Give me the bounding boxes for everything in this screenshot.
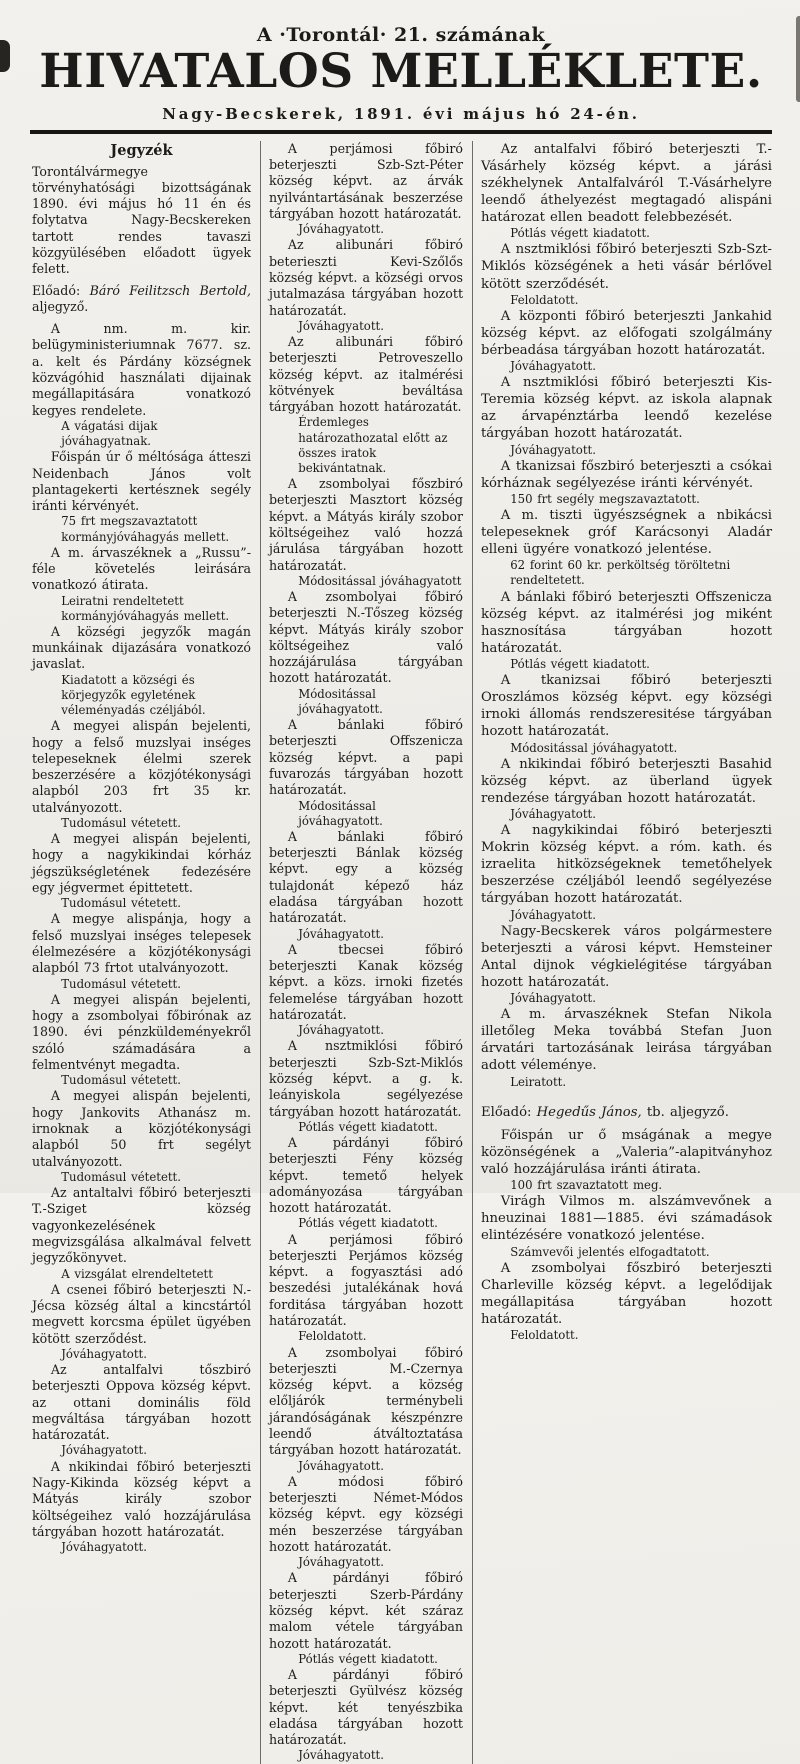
resolution-note: Pótlás végett kiadatott. [298,1216,438,1231]
resolution-note: Jóváhagyatott. [298,1748,384,1763]
resolution-note: Kiadatott a községi és körjegyzők egyletének véleményadás czéljából. [61,672,206,718]
resolution-note: 100 frt szavaztatott meg. [510,1178,663,1193]
presenter-text: aljegyző. [32,298,89,314]
column-right [472,141,772,1764]
entry-paragraph: A nagykikindai főbiró beterjeszti Mokrin község képvt. a róm. kath. és izraelita hitközségeknek temetőhelyek beszerzése czéljából leendő segélyezése tárgyában hozott határozatát. [481,823,772,907]
entry-paragraph: A zsombolyai főszbiró beterjeszti Masztort község képvt. a Mátyás király szobor költségeihez való hozzá járulása tárgyában hozott határozatát. [269,476,463,573]
resolution-note: Pótlás végett kiadatott. [510,656,650,671]
entry-paragraph: A párdányi főbiró beterjeszti Szerb-Párdány község képvt. két száraz malom vétele tárgyában hozott határozatát. [269,1570,463,1651]
resolution-note: Pótlás végett kiadatott. [298,1651,438,1666]
entry-paragraph: A nm. m. kir. belügyministeriumnak 7677. sz. a. kelt és Párdány községnek közvágóhid használati dijainak megállapitására vonatkozó kegyes rendelete. [32,321,251,418]
entry-paragraph: A perjámosi főbiró beterjeszti Perjámos község képvt. a fogyasztási adó beszedési jutalékának hová forditása tárgyában hozott határozatát. [269,1231,463,1329]
presenter-line [481,1104,772,1121]
resolution-note: Feloldatott. [510,292,579,307]
resolution-note: 62 forint 60 kr. perköltség töröltetni rendeltetett. [510,558,731,588]
resolution-note: Leiratott. [510,1074,567,1089]
entry-paragraph: A tkanizsai főszbiró beterjeszti a csókai kórháznak segélyezése iránti kérvényét. [481,458,772,491]
resolution-note: Jóváhagyatott. [298,1023,384,1038]
entry-paragraph: A bánlaki főbiró beterjeszti Bánlak község képvt. egy a község tulajdonát képező ház eladása tárgyában hozott határozatát. [269,828,463,926]
resolution-note: Jóváhagyatott. [510,806,596,821]
series-line: A ·Torontál· 21. számának [256,24,546,46]
dateline: Nagy-Becskerek, 1891. évi május hó 24-én. [162,104,640,123]
entry-paragraph: A párdányi főbiró beterjeszti Gyülvész község képvt. két tenyészbika eladása tárgyában hozott határozatát. [269,1666,463,1748]
entry-paragraph: A m. tiszti ügyészségnek a nbikácsi telepeseknek gróf Karácsonyi Aladár elleni ügyére vonatkozó jelentése. [481,508,772,558]
resolution-note: 75 frt megszavaztatott kormányjóváhagyás mellett. [61,514,230,544]
resolution-note: Módositással jóváhagyatott. [298,686,383,716]
resolution-note: Jóváhagyatott. [510,442,596,457]
entry-paragraph: A m. árvaszéknek a „Russu”-féle követelés leirására vonatkozó átirata. [32,544,251,593]
resolution-note: Jóváhagyatott. [510,907,596,922]
entry-paragraph: A zsombolyai főbiró beterjeszti N.-Tőszeg község képvt. Mátyás király szobor költségeihez való hozzájárulása tárgyában hozott határozatát. [269,588,463,686]
resolution-note: Jóváhagyatott. [61,1443,147,1458]
entry-paragraph: A nsztmiklósi főbiró beterjeszti Szb-Szt-Miklós községének a heti vásár bérlővel kötött szerződését. [481,242,772,292]
column-left [30,141,260,1764]
presenter-text: Előadó: [32,282,90,298]
column-middle [260,141,472,1764]
entry-paragraph: Az alibunári főbiró beterieszti Kevi-Szőlős község képvt. a községi orvos jutalmazása tárgyában hozott határozatát. [269,237,463,318]
masthead-rule [30,130,772,134]
entry-paragraph: A csenei főbiró beterjeszti N.-Jécsa község által a kincstártól megvett korcsma épület ügyében kötött szerződést. [32,1281,251,1346]
resolution-note: Jóváhagyatott. [61,1540,147,1555]
entry-paragraph: A párdányi főbiró beterjeszti Fény község képvt. temető helyek adományozása tárgyában hozott határozatát. [269,1134,463,1216]
entry-paragraph: A perjámosi főbiró beterjeszti Szb-Szt-Péter község képvt. az árvák nyilvántartásának beszerzése tárgyában hozott határozatát. [269,140,463,221]
entry-paragraph: A bánlaki főbiró beterjeszti Offszenicza község képvt. a papi fuvarozás tárgyában hozott határozatát. [269,717,463,798]
resolution-note: Feloldatott. [298,1329,367,1344]
presenter-name: Hegedűs János, [536,1104,642,1120]
article-columns [30,141,772,1764]
resolution-note: Számvevői jelentés elfogadtatott. [510,1244,710,1259]
entry-paragraph: A m. árvaszéknek Stefan Nikola illetőleg Meka továbbá Stefan Juon árvatári tartozásának leirása tárgyában adott véleménye. [481,1007,772,1074]
page-title: HIVATALOS MELLÉKLETE. [39,44,763,99]
resolution-note: Jóváhagyatott. [298,1458,384,1473]
scan-artifact [0,40,10,72]
entry-paragraph: A nsztmiklósi főbiró beterjeszti Szb-Szt-Miklós község képvt. a g. k. leányiskola segélyezése tárgyában hozott határozatát. [269,1038,463,1119]
entry-paragraph: A nkikindai főbiró beterjeszti Nagy-Kikinda község képvt a Mátyás király szobor költségeihez való hozzájárulása tárgyában hozott határozatát. [32,1458,251,1539]
presenter-text: Előadó: [481,1104,537,1120]
presenter-text: tb. aljegyző. [641,1104,729,1120]
resolution-note: Jóváhagyatott. [61,1346,147,1361]
resolution-note: 150 frt segély megszavaztatott. [510,491,700,506]
resolution-note: Feloldatott. [510,1328,579,1343]
resolution-note: Módositással jóváhagyatott [298,573,462,588]
resolution-note: Érdemleges határozathozatal előtt az összes iratok bekivántatnak. [298,415,448,475]
resolution-note: Módositással jóváhagyatott. [510,740,678,755]
entry-paragraph: Főispán ur ő mságának a megye közönségének a „Valeria”-alapitványhoz való hozzájárulása iránti átirata. [481,1127,772,1177]
entry-paragraph: A módosi főbiró beterjeszti Német-Módos község képvt. egy községi mén beszerzése tárgyában hozott határozatát. [269,1473,463,1554]
entry-paragraph: Főispán úr ő méltósága átteszi Neidenbach János volt plantagekerti kertésznek segély iránti kérvényét. [32,449,251,514]
resolution-note: Leiratni rendeltetett kormányjóváhagyás mellett. [61,593,230,623]
entry-paragraph: A nkikindai főbiró beterjeszti Basahid község képvt. az überland ügyek rendezése tárgyában hozott határozatát. [481,756,772,806]
entry-paragraph: A megyei alispán bejelenti, hogy a zsombolyai főbirónak az 1890. évi pénzküldeményekről szóló számadására a felmentvényt megadta. [32,991,251,1072]
resolution-note: Jóváhagyatott. [298,926,384,941]
entry-paragraph: Nagy-Becskerek város polgármestere beterjeszti a városi képvt. Hemsteiner Antal dijnok végkielégitése tárgyában hozott határozatát. [481,923,772,990]
entry-paragraph: A bánlaki főbiró beterjeszti Offszenicza község képvt. az italmérési jog miként hasznosítása tárgyában hozott határozatát. [481,589,772,656]
entry-paragraph: A megyei alispán bejelenti, hogy a felső muzslyai inséges telepeseknek élelmi szerek beszerzésére a közjótékonysági alapból 203 frt 35 kr. utalványozott. [32,718,251,815]
entry-paragraph: A zsombolyai főbiró beterjeszti M.-Czernya község képvt. a község előljárók terménybeli járandóságának készpénzre leendő átváltoztatása tárgyában hozott határozatát. [269,1344,463,1458]
scan-artifact [796,16,800,102]
entry-paragraph: A tbecsei főbiró beterjeszti Kanak község képvt. a közs. irnoki fizetés felemelése tárgyában hozott határozatát. [269,941,463,1022]
lead-paragraph: Torontálvármegye törvényhatósági bizottságának 1890. évi május hó 11 én és folytatva Nagy-Becskereken tartott rendes tavaszi közgyülésében előadott ügyek felett. [32,163,251,277]
entry-paragraph: A zsombolyai főszbiró beterjeszti Charleville község képvt. a legelődijak megállapitása tárgyában hozott határozatát. [481,1260,772,1327]
resolution-note: Tudomásul vétetett. [61,976,181,991]
entry-paragraph: Virágh Vilmos m. alszámvevőnek a hneuzinai 1881—1885. évi számadások elintézésére vonatkozó jelentése. [481,1194,772,1244]
entry-paragraph: Az antaltalvi főbiró beterjeszti T.-Sziget község vagyonkezelésének megvizsgálása alkalmával felvett jegyzőkönyvet. [32,1185,251,1266]
entry-paragraph: Az alibunári főbiró beterjeszti Petroveszello község képvt. az italmérési kötvények beváltása tárgyában hozott határozatát. [269,334,463,415]
resolution-note: Tudomásul vétetett. [61,896,181,911]
section-heading: Jegyzék [110,141,173,159]
presenter-line [32,283,251,316]
resolution-note: Tudomásul vétetett. [61,1073,181,1088]
resolution-note: Tudomásul vétetett. [61,815,181,830]
resolution-note: Pótlás végett kiadatott. [510,226,650,241]
entry-paragraph: A tkanizsai főbiró beterjeszti Oroszlámos község képvt. egy községi irnoki állomás rendszeresitése tárgyában hozott határozatát. [481,673,772,740]
resolution-note: Pótlás végett kiadatott. [298,1119,438,1134]
presenter-name: Báró Feilitzsch Bertold, [89,282,252,298]
masthead [30,24,772,134]
resolution-note: Jóváhagyatott. [510,991,596,1006]
entry-paragraph: A megye alispánja, hogy a felső muzslyai inséges telepesek élelmezésére a közjótékonysági alapból 73 frtot utalványozott. [32,911,251,976]
entry-paragraph: A központi főbiró beterjeszti Jankahid község képvt. az előfogati szolgálmány bérbeadása tárgyában hozott határozatát. [481,308,772,358]
entry-paragraph: A nsztmiklósi főbiró beterjeszti Kis-Teremia község képvt. az iskola alapnak az árvapénztárba leendő kezelése tárgyában hozott határozatát. [481,375,772,442]
resolution-note: Tudomásul vétetett. [61,1169,181,1184]
resolution-note: Jóváhagyatott. [298,318,384,333]
resolution-note: Módositással jóváhagyatott. [298,798,383,828]
entry-paragraph: A megyei alispán bejelenti, hogy Jankovits Athanász m. irnoknak a közjótékonysági alapból 50 frt segélyt utalványozott. [32,1088,251,1169]
resolution-note: Jóváhagyatott. [298,222,384,237]
resolution-note: Jóváhagyatott. [298,1555,384,1570]
entry-paragraph: Az antalfalvi tőszbiró beterjeszti Oppova község képvt. az ottani dominális föld megváltása tárgyában hozott határozatát. [32,1361,251,1443]
entry-paragraph: A megyei alispán bejelenti, hogy a nagykikindai kórház jégszükségletének fedezésére egy jégvermet épittetett. [32,831,251,896]
resolution-note: A vágatási dijak jóváhagyatnak. [61,418,158,449]
resolution-note: Jóváhagyatott. [510,359,596,374]
entry-paragraph: Az antalfalvi főbiró beterjeszti T.-Vásárhely község képvt. a járási székhelynek Antalfalváról T.-Vásárhelyre leendő áthelyezést megtagadó alispáni határozat ellen beadott felebbezését. [481,141,772,226]
resolution-note: A vizsgálat elrendeltetett [61,1266,213,1281]
entry-paragraph: A községi jegyzők magán munkáinak dijazására vonatkozó javaslat. [32,623,251,672]
